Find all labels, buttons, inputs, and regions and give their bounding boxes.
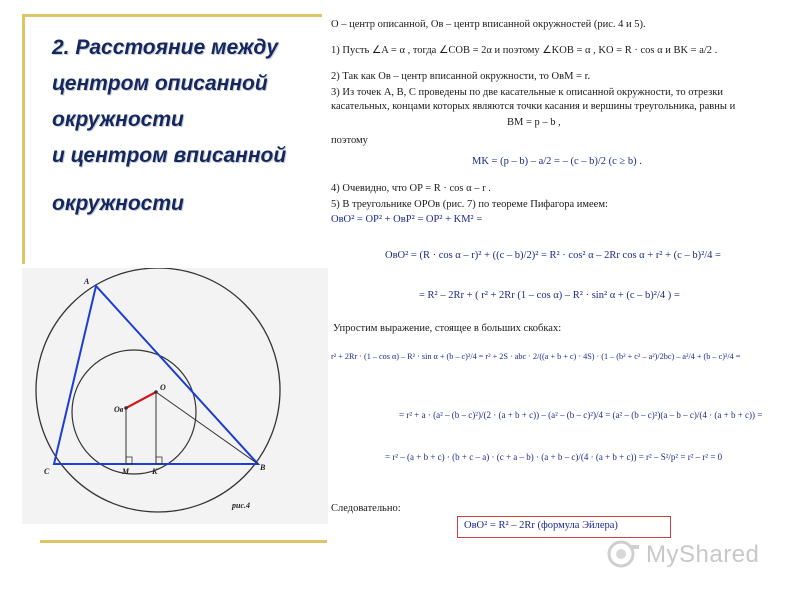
mk-formula: MK = (p – b) – a/2 = – (c – b)/2 (c ≥ b) . [472,156,642,167]
title-line-1: Расстояние между [69,36,279,59]
title-number: 2. [52,36,70,59]
bottom-border-line [40,540,330,543]
step-1: 1) Пусть ∠A = α , тогда ∠COB = 2α и поэтому ∠KOB = α , KO = R · cos α и BK = a/2 . [331,45,718,56]
figure-panel [22,268,328,524]
title-line-3: окружности [52,108,184,131]
equation-5: = r² – (a + b + c) · (b + c – a) · (c + a – b) · (a + b – c)/(4 · (a + b + c)) = r² – S²/p² = r² – r² = 0 [385,452,723,462]
equation-3: r² + 2Rr · (1 – cos α) – R² · sin α + (b – c)²/4 = r² + 2S · abc · 2/((a + b + c) · 4S) · (1 – (b² + c² – a²)/2bc) – a²/4 + (b – c)²/4 = [331,352,741,361]
step-3-line-2: касательных, концами которых являются точки касания и вершины треугольника, равны и [331,101,736,112]
geometry-figure [22,268,328,524]
watermark-text: MyShared [646,541,760,568]
intro-text: O – центр описанной, Oв – центр вписанной окружностей (рис. 4 и 5). [331,19,646,30]
segment-ov-o [126,392,156,408]
title-line-2: центром описанной [52,72,268,95]
simplify-text: Упростим выражение, стоящее в больших скобках: [333,323,562,334]
proof-content [327,14,800,546]
label-m: M [122,467,130,476]
step-3-line-1: 3) Из точек A, B, C проведены по две касательные к описанной окружности, то отрезки [331,87,723,98]
segment-ob [156,392,258,464]
top-border-line [22,14,322,17]
step-4: 4) Очевидно, что OP = R · cos α – r . [331,183,491,194]
pythagoras-formula: OвO² = OP² + OвP² = OP² + KM² = [331,214,483,225]
step-2: 2) Так как Oв – центр вписанной окружности, то OвM = r. [331,71,591,82]
watermark-logo-icon [606,537,642,571]
label-c: C [44,467,50,476]
label-a: A [84,277,90,286]
label-ov: Oв [114,405,124,414]
left-border-line [22,14,25,264]
incircle [72,350,196,474]
label-b: B [260,463,266,472]
step-3-line-3: BM = p – b , [507,117,561,128]
step-5: 5) В треугольнике OPOв (рис. 7) по теореме Пифагора имеем: [331,199,608,210]
euler-formula: OвO² = R² – 2Rr (формула Эйлера) [464,520,618,531]
right-angle-mark-k [156,457,162,464]
label-o: O [160,383,166,392]
circumcircle [36,268,280,512]
label-k: K [152,467,158,476]
euler-formula-box [457,516,671,538]
point-o [154,390,158,394]
title-line-5: окружности [52,192,184,215]
watermark [606,537,776,571]
equation-4: = r² + a · (a² – (b – c)²)/(2 · (a + b + c)) – (a² – (b – c)²)/4 = (a² – (b – c)²)(a – b – c)/(4 · (a + b + c)) = [399,410,763,420]
equation-2: = R² – 2Rr + ( r² + 2Rr (1 – cos α) – R² · sin² α + (c – b)²/4 ) = [419,290,680,301]
equation-1: OвO² = (R · cos α – r)² + ((c – b)/2)² = R² · cos² α – 2Rr cos α + r² + (c – b)²/4 = [385,250,721,261]
point-ov [124,406,128,410]
right-angle-mark-m [126,457,132,464]
title-line-4: и центром вписанной [52,144,287,167]
slide-title [52,30,322,222]
conclusion-text: Следовательно: [331,503,401,514]
therefore-text: поэтому [331,135,368,146]
figure-caption: рис.4 [232,501,250,510]
